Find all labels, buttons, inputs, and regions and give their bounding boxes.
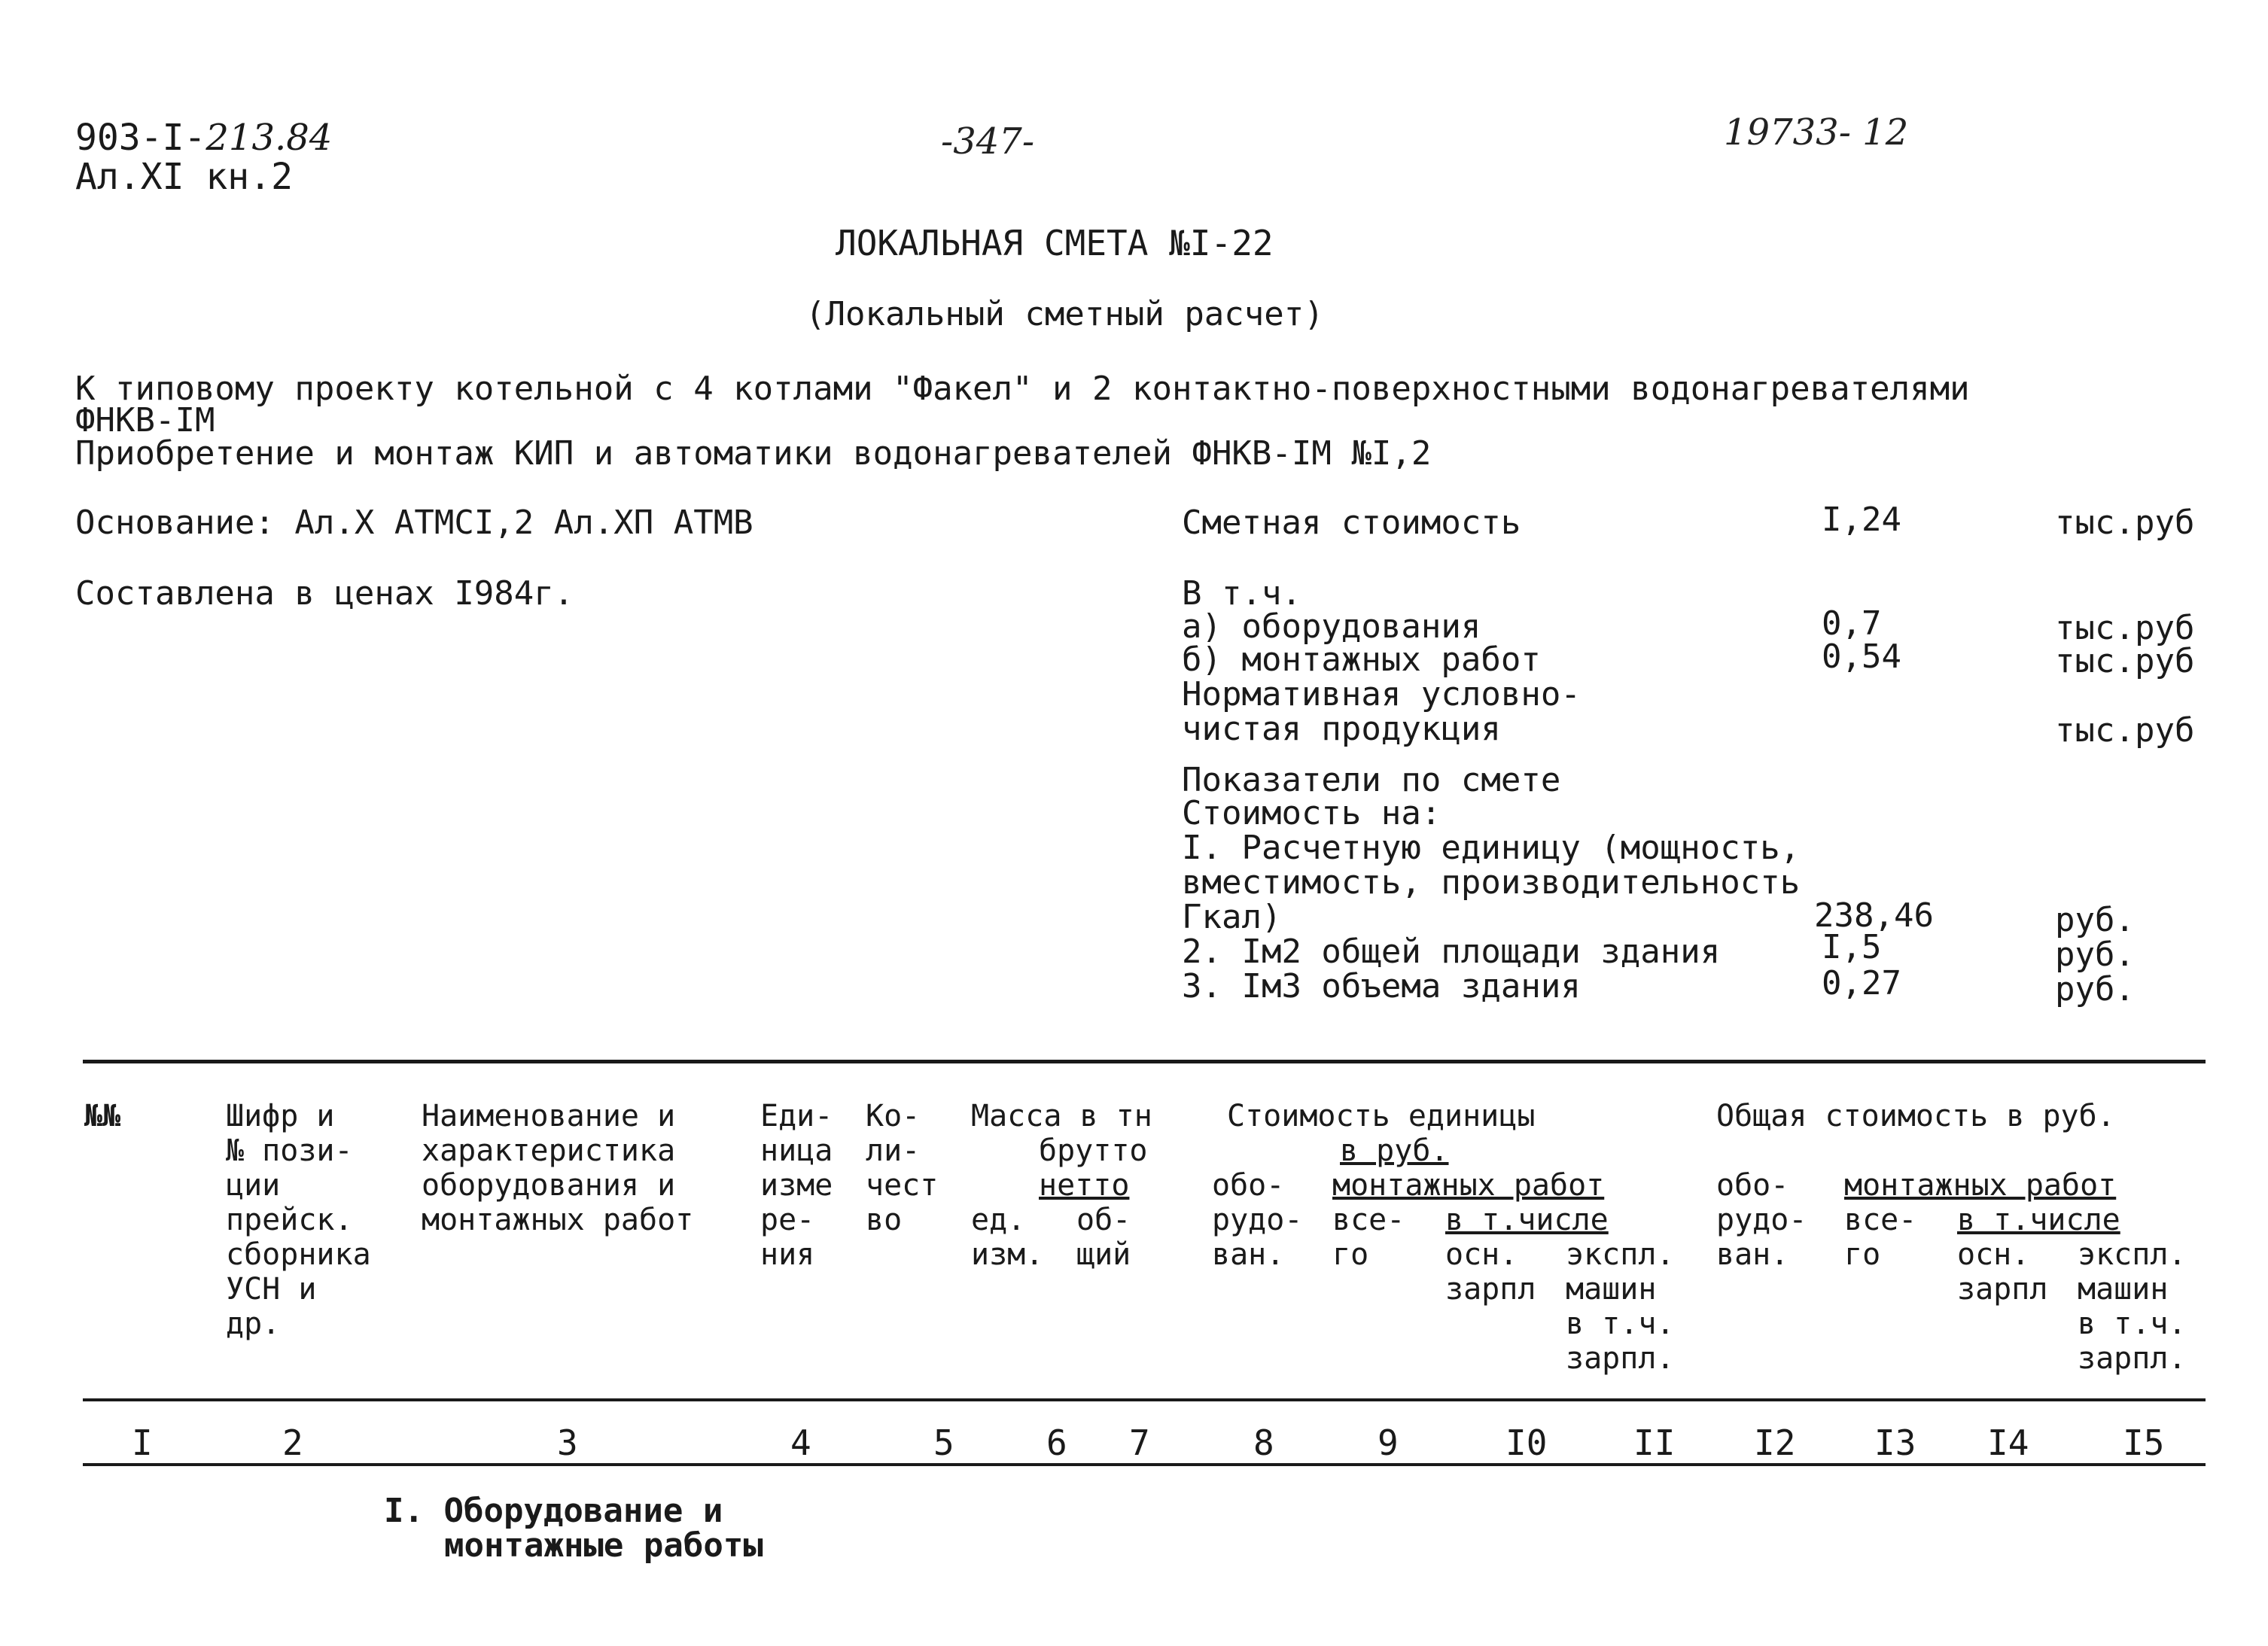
indicator-2-unit: руб. (2055, 936, 2135, 974)
estimated-cost-label: Сметная стоимость (1182, 504, 1521, 542)
unit-equip-col: обо- рудо- ван. (1212, 1168, 1303, 1272)
total-incl-header: в т.числе (1957, 1203, 2120, 1237)
project-line-1: К типовому проекту котельной с 4 котлами "Факел" и 2 контактно-поверхностными водонагревателями (75, 370, 1970, 408)
installation-value: 0,54 (1822, 637, 1901, 676)
col-num-3: 3 (557, 1422, 578, 1463)
mass-netto: нетто (1039, 1168, 1130, 1203)
indicator-1-unit: руб. (2055, 901, 2135, 939)
col-unit-header: Еди- ница изме ре- ния (760, 1099, 833, 1272)
col-num-5: 5 (933, 1422, 954, 1463)
installation-unit: тыс.руб (2055, 642, 2195, 680)
section-title-line-2: монтажные работы (444, 1526, 763, 1565)
total-install-header: монтажных работ (1844, 1168, 2117, 1203)
total-cost-header: Общая стоимость в руб. (1716, 1099, 2115, 1133)
project-line-3: Приобретение и монтаж КИП и автоматики водонагревателей ФНКВ-IМ №I,2 (75, 434, 1432, 473)
col-num-1: I (132, 1422, 153, 1463)
col-no-header: №№ (84, 1099, 121, 1133)
unit-wages-col: осн. зарпл (1445, 1237, 1536, 1307)
indicator-1-value: 238,46 (1814, 896, 1934, 935)
equipment-label: а) оборудования (1182, 607, 1481, 646)
album-ref: Ал.XI кн.2 (75, 156, 293, 198)
inventory-number: 19733- 12 (1724, 111, 1909, 154)
col-num-9: 9 (1378, 1422, 1399, 1463)
mass-unit-col: ед. изм. (971, 1203, 1044, 1272)
mass-header: Масса в тн (971, 1099, 1152, 1133)
basis: Основание: Ал.Х АТМСI,2 Ал.ХП АТМВ (75, 504, 753, 542)
total-machines-col: экспл. машин в т.ч. зарпл. (2078, 1237, 2187, 1376)
normative-label-2: чистая продукция (1182, 710, 1501, 748)
doc-code-handwritten: 213.84 (205, 117, 333, 159)
col-num-2: 2 (282, 1422, 303, 1463)
indicator-2-label: 2. Iм2 общей площади здания (1182, 933, 1721, 971)
equipment-unit: тыс.руб (2055, 609, 2195, 647)
total-wages-col: осн. зарпл (1957, 1237, 2048, 1307)
equipment-value: 0,7 (1822, 604, 1882, 643)
incl-label: В т.ч. (1182, 574, 1301, 613)
estimated-cost-value: I,24 (1822, 500, 1901, 539)
col-num-4: 4 (790, 1422, 811, 1463)
doc-code-prefix: 903-I- (75, 117, 206, 159)
unit-machines-col: экспл. машин в т.ч. зарпл. (1566, 1237, 1675, 1376)
price-level: Составлена в ценах I984г. (75, 574, 574, 613)
col-num-6: 6 (1046, 1422, 1067, 1463)
section-title-line-1: I. Оборудование и (384, 1492, 723, 1530)
col-code-header: Шифр и № пози- ции прейск. сборника УСН и др. (226, 1099, 371, 1341)
col-num-14: I4 (1987, 1422, 2029, 1463)
col-name-header: Наименование и характеристика оборудования и монтажных работ (422, 1099, 694, 1237)
page-number: -347- (941, 120, 1035, 163)
col-qty-header: Ко- ли- чест во (866, 1099, 939, 1237)
col-num-10: I0 (1505, 1422, 1548, 1463)
col-num-8: 8 (1253, 1422, 1274, 1463)
cost-on-label: Стоимость на: (1182, 794, 1441, 832)
col-num-11: II (1633, 1422, 1676, 1463)
installation-label: б) монтажных работ (1182, 640, 1541, 679)
estimated-cost-unit: тыс.руб (2055, 504, 2195, 542)
mass-brutto: брутто (1039, 1133, 1148, 1168)
col-num-15: I5 (2123, 1422, 2165, 1463)
col-num-7: 7 (1129, 1422, 1150, 1463)
indicator-1-line-1: I. Расчетную единицу (мощность, (1182, 829, 1801, 867)
doc-code (75, 117, 333, 159)
document-subtitle: (Локальный сметный расчет) (805, 295, 1324, 333)
total-equip-col: обо- рудо- ван. (1716, 1168, 1807, 1272)
document-title: ЛОКАЛЬНАЯ СМЕТА №I-22 (836, 223, 1274, 263)
unit-cost-header: Стоимость единицы (1227, 1099, 1536, 1133)
column-numbers-rule (83, 1463, 2206, 1466)
unit-incl-header: в т.числе (1445, 1203, 1609, 1237)
unit-all-col: все- го (1332, 1203, 1405, 1272)
unit-cost-sub: в руб. (1340, 1133, 1449, 1168)
indicator-1-line-3: Гкал) (1182, 898, 1282, 936)
normative-unit: тыс.руб (2055, 711, 2195, 750)
normative-label-1: Нормативная условно- (1182, 675, 1581, 713)
unit-install-header: монтажных работ (1332, 1168, 1605, 1203)
indicator-2-value: I,5 (1822, 928, 1882, 966)
indicator-3-unit: руб. (2055, 970, 2135, 1009)
indicators-label: Показатели по смете (1182, 761, 1561, 799)
project-line-2: ФНКВ-IМ (75, 401, 215, 440)
indicator-3-label: 3. Iм3 объема здания (1182, 967, 1581, 1006)
indicator-3-value: 0,27 (1822, 964, 1901, 1003)
table-top-rule (83, 1060, 2206, 1063)
total-all-col: все- го (1844, 1203, 1917, 1272)
col-num-13: I3 (1874, 1422, 1916, 1463)
col-num-12: I2 (1754, 1422, 1796, 1463)
mass-total-col: об- щий (1076, 1203, 1131, 1272)
table-header-bottom-rule (83, 1398, 2206, 1401)
indicator-1-line-2: вместимость, производительность (1182, 863, 1801, 902)
